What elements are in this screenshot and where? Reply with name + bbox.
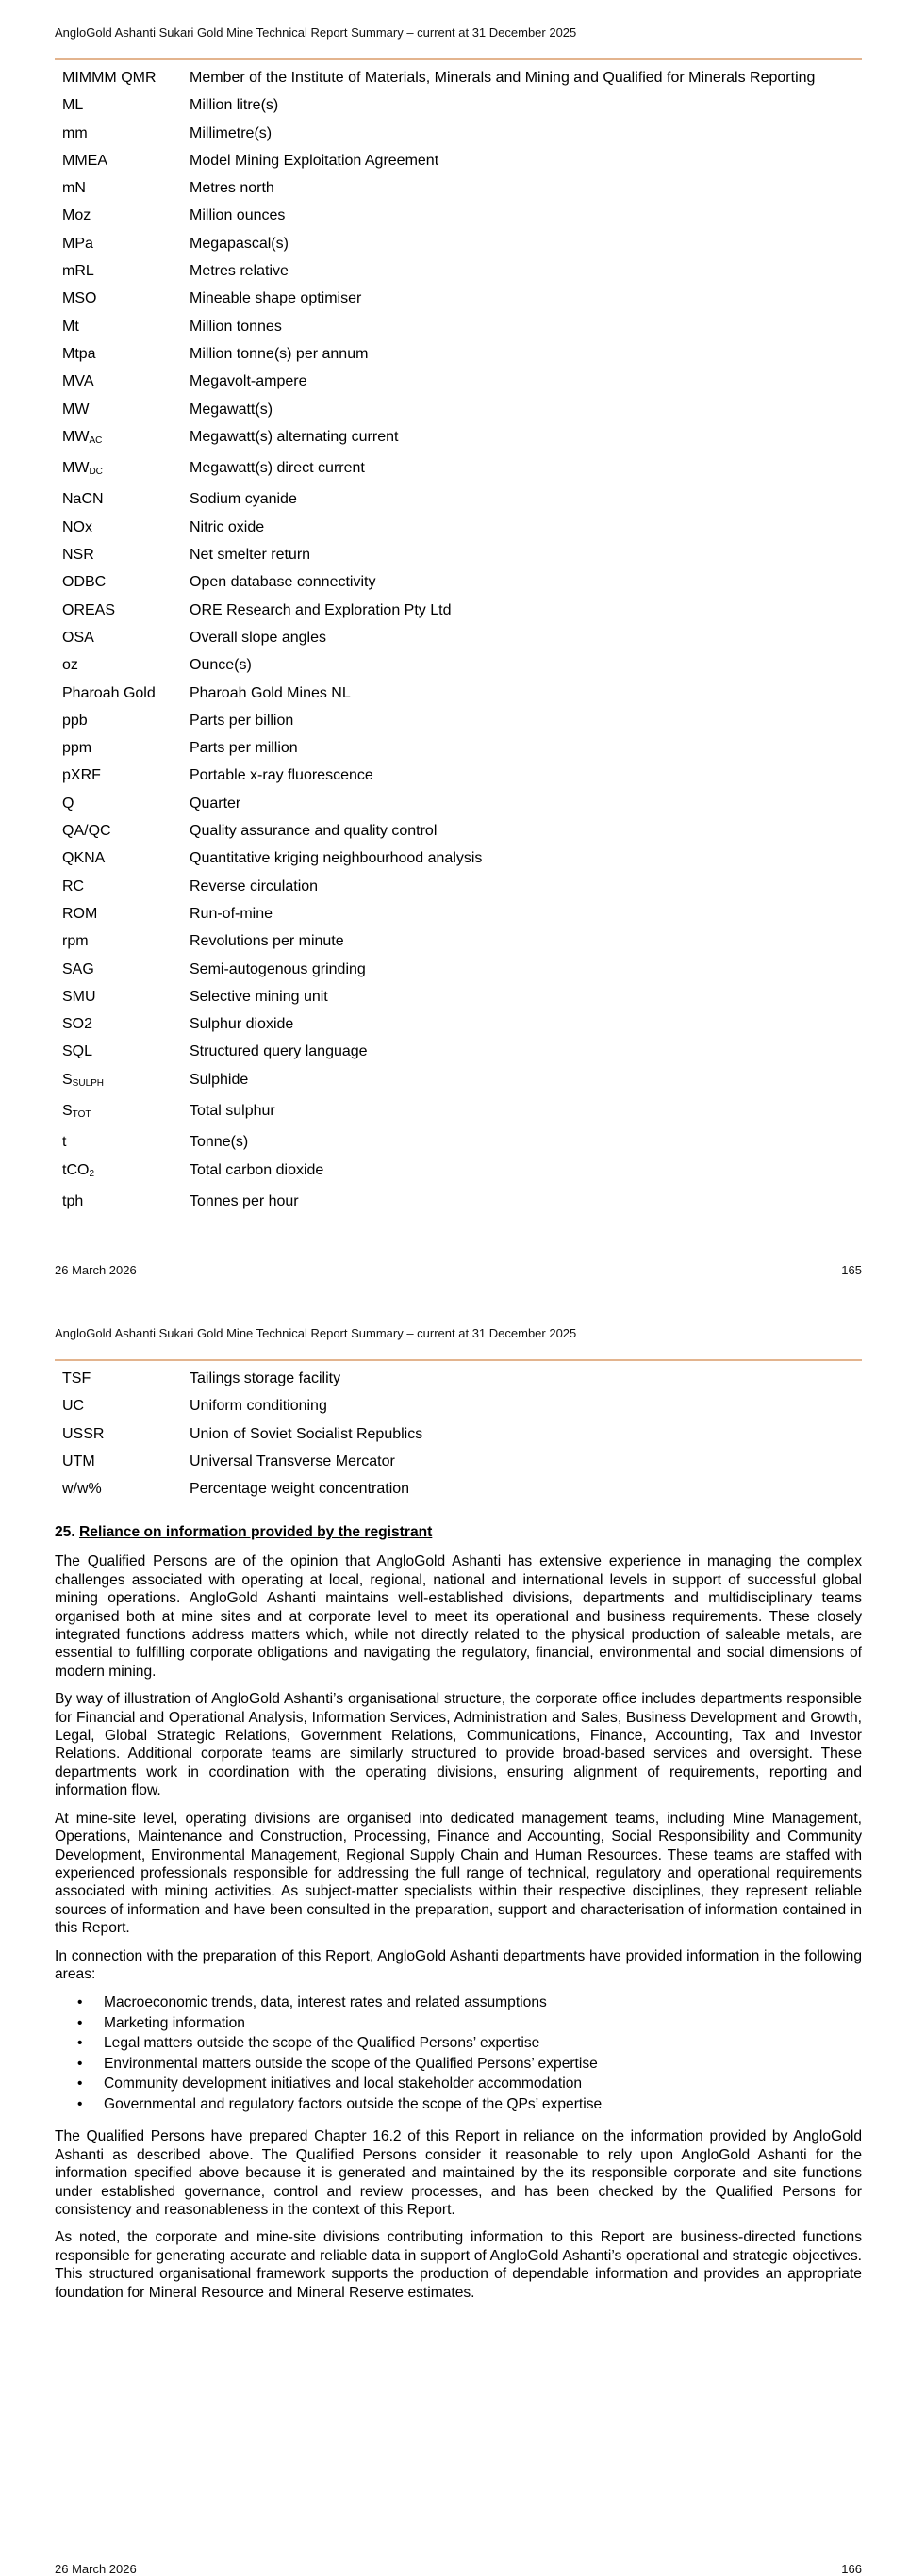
table-row [62,629,854,647]
table-row [62,766,854,784]
abbreviation-definition: Megawatt(s) [190,401,273,418]
abbreviation-term [62,795,190,812]
abbreviation-definition: Megawatt(s) direct current [190,460,365,477]
abbreviation-definition: Ounce(s) [190,657,252,674]
term-text: Pharoah Gold [62,684,156,701]
term-text: MPa [62,235,93,252]
term-text: SAG [62,960,94,977]
abbreviation-term [62,905,190,923]
term-text: Q [62,795,74,812]
abbreviation-term [62,124,190,142]
abbreviation-term [62,1452,190,1470]
abbreviation-term [62,262,190,280]
table-row [62,179,854,197]
abbreviation-definition: Structured query language [190,1043,368,1060]
abbreviation-definition: Uniform conditioning [190,1398,327,1415]
abbreviation-definition: Parts per billion [190,712,294,729]
section-title: Reliance on information provided by the registrant [79,1524,433,1540]
term-text: mm [62,124,88,141]
term-text: MW [62,428,90,445]
paragraph: By way of illustration of AngloGold Ashanti’s organisational structure, the corporate office includes departments responsible for Financial and Operational Analysis, Information Services, Administration and Sales, Business Development and Growth, Legal, Global Strategic Relations, Government Relations, Communications, Finance, Accounting, Tax and Investor Relations. Additional corporate teams are similarly structured to provide broad-based services and oversight. These departments work in coordination with the operating divisions, ensuring alignment of requirements, reporting and information flow. [55,1691,862,1799]
abbreviation-term [62,684,190,702]
abbreviation-definition: Megavolt-ampere [190,373,307,390]
abbreviation-definition: Quarter [190,795,241,812]
term-text: RC [62,878,85,894]
table-row [62,318,854,336]
abbreviation-definition: Quality assurance and quality control [190,823,438,840]
abbreviation-definition: Net smelter return [190,547,311,564]
table-row [62,601,854,619]
abbreviation-definition: Tonne(s) [190,1134,249,1151]
abbreviation-definition: Reverse circulation [190,878,319,894]
table-row [62,262,854,280]
term-text: NaCN [62,491,104,508]
abbreviation-term [62,235,190,253]
abbreviation-term [62,629,190,647]
table-row [62,905,854,923]
abbreviation-definition: Member of the Institute of Materials, Minerals and Mining and Qualified for Minerals Reporting [190,70,816,86]
abbreviation-term [62,1425,190,1443]
abbreviation-term [62,1071,190,1092]
abbreviation-definition: Megapascal(s) [190,235,289,252]
table-row [62,1370,854,1387]
term-text: mN [62,180,86,197]
abbreviation-term [62,656,190,674]
abbreviation-definition: Revolutions per minute [190,933,344,950]
table-row [62,289,854,307]
abbreviation-term [62,401,190,418]
table-row [62,849,854,867]
table-row [62,1071,854,1092]
term-text: MVA [62,373,94,390]
page-number: 165 [841,1263,862,1277]
table-row [62,459,854,481]
table-row [62,932,854,950]
abbreviation-term [62,988,190,1006]
table-row [62,1015,854,1033]
abbreviation-term [62,318,190,336]
table-row [62,124,854,142]
abbreviation-term [62,739,190,757]
list-item: • Macroeconomic trends, data, interest rates and related assumptions [104,1993,862,2013]
abbreviation-term [62,518,190,536]
abbreviation-term [62,849,190,867]
term-text: Mt [62,318,79,335]
abbreviations-table [62,1370,854,1507]
abbreviation-term [62,878,190,895]
term-text: TSF [62,1370,91,1386]
table-row [62,372,854,390]
abbreviation-definition: Parts per million [190,740,298,757]
term-text: MIMMM QMR [62,70,157,86]
abbreviation-term [62,345,190,363]
abbreviation-term [62,1133,190,1151]
abbreviation-term [62,822,190,840]
abbreviation-term [62,960,190,978]
table-row [62,518,854,536]
abbreviation-definition: Model Mining Exploitation Agreement [190,152,439,169]
table-row [62,739,854,757]
term-text: ROM [62,905,98,922]
abbreviation-definition: Open database connectivity [190,574,376,591]
abbreviation-term [62,1397,190,1415]
term-text: ODBC [62,574,107,591]
term-text: MSO [62,290,97,307]
abbreviation-definition: Million tonne(s) per annum [190,345,369,362]
header-rule [55,1359,862,1361]
abbreviation-term [62,1161,190,1183]
table-row [62,546,854,564]
table-row [62,795,854,812]
term-text: OSA [62,629,94,646]
term-text: Mtpa [62,345,96,362]
abbreviation-definition: Nitric oxide [190,518,265,535]
information-areas-list [55,1993,862,2114]
table-row [62,1480,854,1498]
table-row [62,1133,854,1151]
abbreviation-term [62,1480,190,1498]
table-row [62,573,854,591]
term-text: mRL [62,263,94,280]
paragraph: The Qualified Persons have prepared Chapter 16.2 of this Report in reliance on the information provided by AngloGold Ashanti as described above. The Qualified Persons consider it reasonable to rely upon AngloGold Ashanti for the information specified above because it is generated and maintained by the its responsible corporate and site functions under established governance, control and review processes, and has been checked by the Qualified Persons for consistency and reasonableness in the context of this Report. [55,2128,862,2218]
table-row [62,490,854,508]
table-row [62,69,854,87]
abbreviation-definition: Sulphur dioxide [190,1016,294,1033]
table-row [62,960,854,978]
term-text: MW [62,401,90,418]
term-text: SQL [62,1043,93,1060]
abbreviation-definition: Percentage weight concentration [190,1481,410,1498]
page-number: 166 [841,2562,862,2576]
table-row [62,1102,854,1124]
term-text: NSR [62,547,94,564]
table-row [62,1042,854,1060]
section-number: 25. [55,1524,75,1540]
abbreviation-definition: Metres relative [190,263,289,280]
abbreviation-term [62,1370,190,1387]
paragraph: At mine-site level, operating divisions are organised into dedicated management teams, including Mine Management, Operations, Maintenance and Construction, Processing, Finance and Accounting, Social Responsibility and Community Development, Environmental Management, Regional Supply Chain and Human Resources. These teams are staffed with experienced professionals responsible for addressing the full range of technical, regulatory and operational requirements associated with mining activities. As subject-matter specialists within their respective disciplines, they represent reliable sources of information and have been consulted in the preparation, support and characterisation of information contained in this Report. [55,1810,862,1937]
abbreviation-term [62,932,190,950]
abbreviation-term [62,1192,190,1210]
abbreviation-term [62,179,190,197]
term-text: UTM [62,1452,95,1469]
table-row [62,1397,854,1415]
table-row [62,822,854,840]
abbreviation-definition: Semi-autogenous grinding [190,960,366,977]
abbreviation-definition: Pharoah Gold Mines NL [190,684,351,701]
term-text: USSR [62,1425,105,1442]
abbreviation-definition: Universal Transverse Mercator [190,1452,395,1469]
paragraph: The Qualified Persons are of the opinion that AngloGold Ashanti has extensive experience in managing the complex challenges associated with operating at local, regional, national and international levels in support of successful global mining operations. AngloGold Ashanti maintains well-established divisions, departments and multidisciplinary teams organised both at mine sites and at corporate level to meet its operational and business requirements. These closely integrated functions address matters which, while not directly related to the physical production of saleable metals, are essential to fulfilling corporate obligations and navigating the regulatory, financial, environmental and social dimensions of modern mining. [55,1553,862,1680]
section-heading [55,1523,862,1541]
abbreviation-term [62,1015,190,1033]
term-subscript: SULPH [72,1077,105,1089]
list-item: • Community development initiatives and local stakeholder accommodation [104,2074,862,2094]
term-text: SMU [62,988,96,1005]
table-row [62,878,854,895]
abbreviation-term [62,428,190,450]
abbreviation-definition: Run-of-mine [190,905,273,922]
abbreviations-table [62,69,854,1220]
table-row [62,684,854,702]
abbreviation-definition: Million ounces [190,207,286,224]
list-item: • Environmental matters outside the scope of the Qualified Persons’ expertise [104,2054,862,2075]
term-text: tph [62,1192,84,1209]
table-row [62,235,854,253]
term-text: ppm [62,740,92,757]
abbreviation-term [62,546,190,564]
abbreviation-term [62,712,190,730]
table-row [62,712,854,730]
abbreviation-definition: Tonnes per hour [190,1192,299,1209]
abbreviation-term [62,96,190,114]
abbreviation-definition: Megawatt(s) alternating current [190,428,399,445]
list-item: • Governmental and regulatory factors outside the scope of the QPs’ expertise [104,2094,862,2115]
term-text: UC [62,1398,85,1415]
term-text: oz [62,657,78,674]
table-row [62,988,854,1006]
page-166 [0,1301,909,2576]
term-text: pXRF [62,767,101,784]
abbreviation-term [62,372,190,390]
abbreviation-term [62,206,190,224]
term-text: t [62,1134,67,1151]
term-subscript: AC [89,435,103,446]
abbreviation-term [62,152,190,170]
abbreviation-term [62,459,190,481]
abbreviation-term [62,573,190,591]
abbreviation-term [62,69,190,87]
term-text: MMEA [62,152,107,169]
term-subscript: DC [89,467,103,478]
term-text: rpm [62,933,89,950]
term-text: MW [62,460,90,477]
term-text: S [62,1102,73,1119]
abbreviation-definition: Sulphide [190,1071,249,1088]
footer-date: 26 March 2026 [55,1263,137,1277]
table-row [62,428,854,450]
term-text: QKNA [62,850,106,867]
header-rule [55,58,862,60]
abbreviation-definition: Overall slope angles [190,629,326,646]
abbreviation-definition: Sodium cyanide [190,491,297,508]
list-item: • Marketing information [104,2013,862,2034]
term-text: ppb [62,712,88,729]
list-item: • Legal matters outside the scope of the Qualified Persons’ expertise [104,2033,862,2054]
table-row [62,96,854,114]
term-text: ML [62,97,84,114]
abbreviation-definition: Tailings storage facility [190,1370,341,1386]
term-text: tCO [62,1161,90,1178]
abbreviation-term [62,289,190,307]
abbreviation-definition: Quantitative kriging neighbourhood analysis [190,850,483,867]
table-row [62,206,854,224]
table-row [62,1161,854,1183]
table-row [62,656,854,674]
table-row [62,1425,854,1443]
term-text: OREAS [62,601,116,618]
table-row [62,401,854,418]
table-row [62,1192,854,1210]
term-subscript: TOT [72,1108,91,1120]
term-text: NOx [62,518,92,535]
paragraph: As noted, the corporate and mine-site divisions contributing information to this Report are business-directed functions responsible for generating accurate and reliable data in support of AngloGold Ashanti’s operational and strategic objectives. This structured organisational framework supports the production of dependable information and provides an appropriate foundation for Mineral Resource and Mineral Reserve estimates. [55,2229,862,2301]
term-text: SO2 [62,1016,93,1033]
abbreviation-definition: Total carbon dioxide [190,1161,324,1178]
term-text: QA/QC [62,823,111,840]
abbreviation-definition: Portable x-ray fluorescence [190,767,373,784]
term-text: w/w% [62,1481,102,1498]
abbreviation-term [62,490,190,508]
abbreviation-term [62,766,190,784]
abbreviation-definition: Union of Soviet Socialist Republics [190,1425,423,1442]
abbreviation-definition: Million tonnes [190,318,282,335]
abbreviation-term [62,1042,190,1060]
abbreviation-definition: Metres north [190,180,274,197]
abbreviation-definition: Total sulphur [190,1102,275,1119]
abbreviation-definition: Mineable shape optimiser [190,290,362,307]
abbreviation-definition: Selective mining unit [190,988,328,1005]
table-row [62,152,854,170]
abbreviation-term [62,601,190,619]
table-row [62,1452,854,1470]
paragraph: In connection with the preparation of this Report, AngloGold Ashanti departments have provided information in the following areas: [55,1947,862,1982]
table-row [62,345,854,363]
abbreviation-definition: Millimetre(s) [190,124,273,141]
section-25 [55,1523,862,2311]
running-header: AngloGold Ashanti Sukari Gold Mine Technical Report Summary – current at 31 December 2025 [55,25,577,40]
term-text: Moz [62,207,91,224]
footer-date: 26 March 2026 [55,2562,137,2576]
abbreviation-term [62,1102,190,1124]
term-subscript: 2 [89,1168,95,1179]
term-text: S [62,1071,73,1088]
abbreviation-definition: Million litre(s) [190,97,279,114]
abbreviation-definition: ORE Research and Exploration Pty Ltd [190,601,452,618]
running-header: AngloGold Ashanti Sukari Gold Mine Technical Report Summary – current at 31 December 2025 [55,1326,577,1340]
